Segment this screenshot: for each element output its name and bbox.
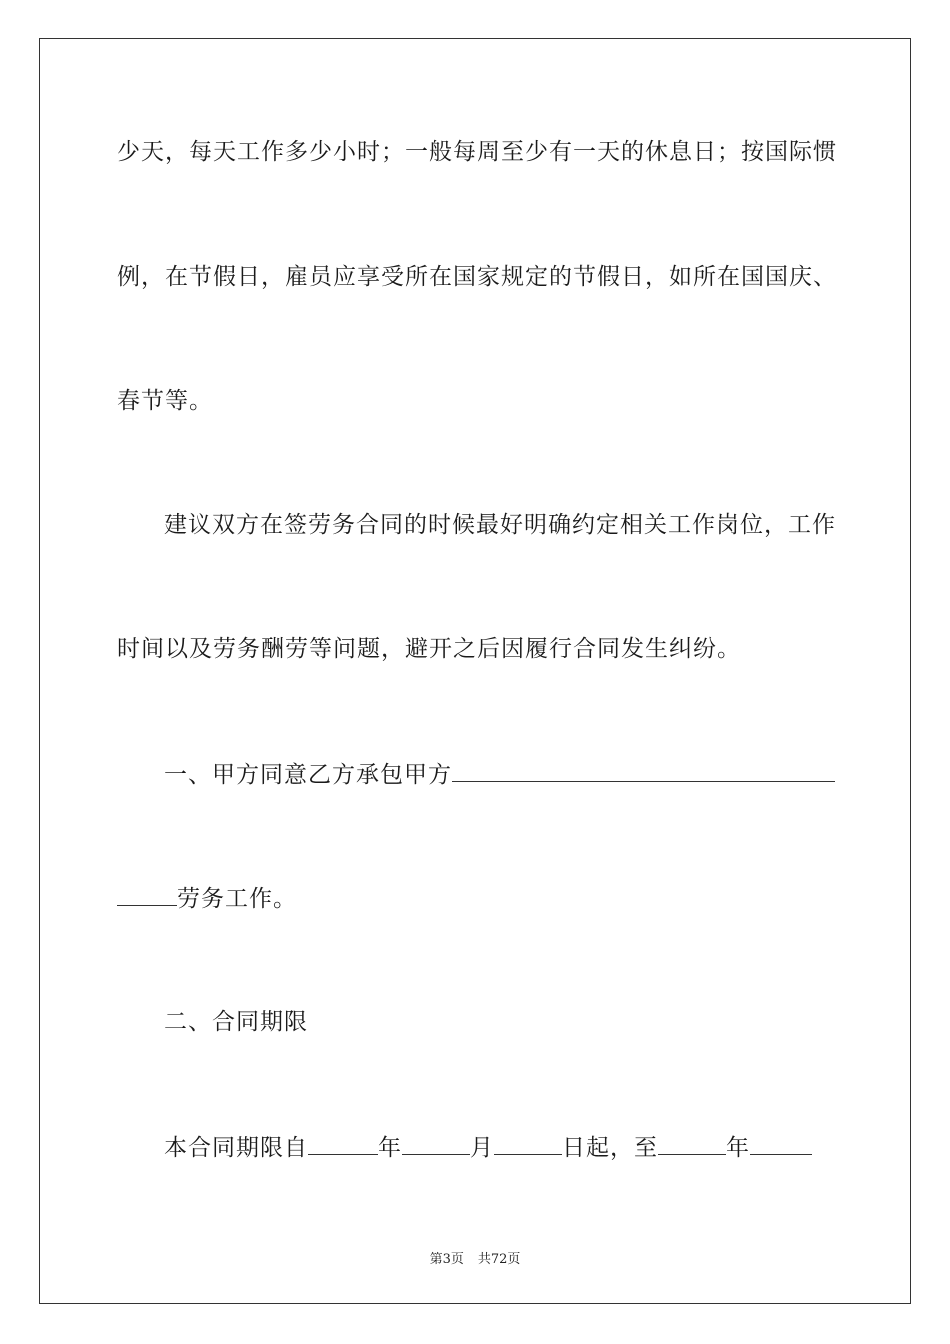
paragraph-line-5: 时间以及劳务酬劳等问题，避开之后因履行合同发生纠纷。 [117,636,741,662]
clause-1-continuation-text: 劳务工作。 [177,886,297,912]
end-year-blank[interactable] [658,1132,726,1155]
page-number-total: 共72页 [477,1252,521,1267]
end-month-blank[interactable] [750,1132,812,1155]
term-day-from-label: 日起，至 [562,1135,658,1161]
contract-term-line [164,1132,833,1163]
term-year-label: 年 [378,1135,402,1161]
start-month-blank[interactable] [402,1132,470,1155]
page-number-current: 第3页 [429,1252,464,1267]
clause-1-text: 一、甲方同意乙方承包甲方 [164,762,452,788]
paragraph-line-4: 建议双方在签劳务合同的时候最好明确约定相关工作岗位，工作 [164,512,836,538]
paragraph-line-1: 少天，每天工作多少小时；一般每周至少有一天的休息日；按国际惯 [117,139,837,165]
term-month-label: 月 [470,1135,494,1161]
clause-2-heading: 二、合同期限 [164,1009,308,1035]
clause-1-continuation [117,883,833,914]
paragraph-line-3: 春节等。 [117,388,213,414]
term-year2-label: 年 [726,1135,750,1161]
clause-1 [164,759,833,790]
work-type-blank[interactable] [117,883,177,906]
start-day-blank[interactable] [494,1132,562,1155]
paragraph-line-2: 例，在节假日，雇员应享受所在国家规定的节假日，如所在国国庆、 [117,264,837,290]
page-border [39,38,911,1304]
term-prefix: 本合同期限自 [164,1135,308,1161]
page-footer [0,1248,950,1267]
start-year-blank[interactable] [308,1132,378,1155]
clause-1-blank[interactable] [452,759,835,782]
